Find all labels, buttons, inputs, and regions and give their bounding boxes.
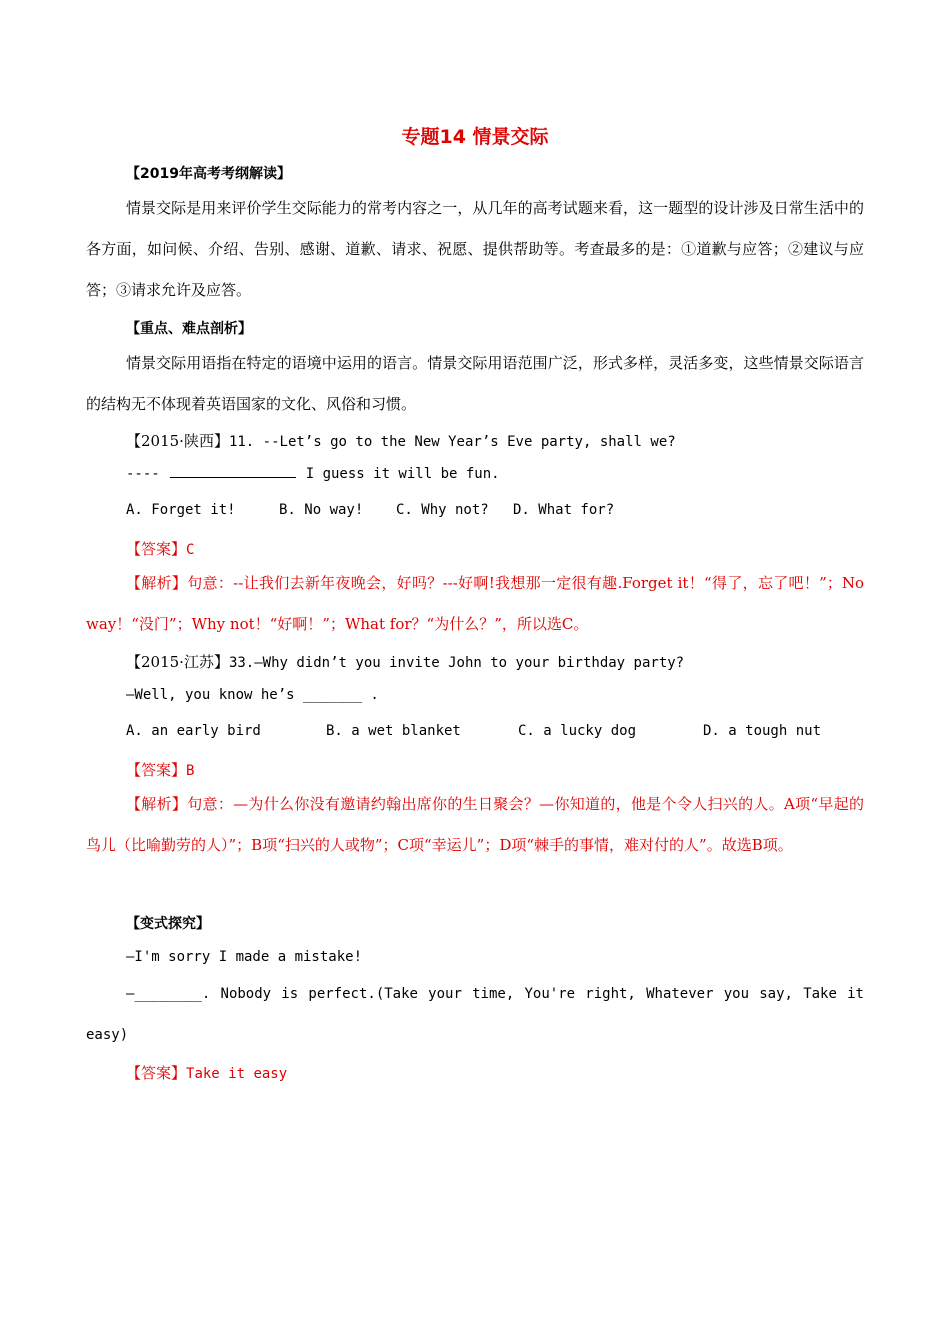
question-2-options — [126, 723, 821, 739]
analysis-label: 【解析】 — [126, 574, 188, 592]
answer-value: C — [186, 542, 195, 558]
variant-line-2: —________. Nobody is perfect.(Take your time, You're right, Whatever you say, Take it easy) — [86, 986, 864, 1043]
option-d: D. What for? — [513, 502, 615, 518]
analysis-label: 【解析】 — [126, 795, 188, 813]
answer-blank — [170, 476, 296, 478]
question-1-answer — [126, 538, 194, 559]
answer-label: 【答案】 — [126, 540, 187, 558]
question-1-options — [126, 502, 614, 518]
question-1-analysis — [86, 563, 864, 645]
question-1-text: 11. --Let’s go to the New Year’s Eve party, shall we? — [228, 434, 676, 450]
variant-answer — [126, 1062, 287, 1083]
option-c: C. Why not? — [396, 502, 489, 518]
section-heading-key-points: 【重点、难点剖析】 — [126, 321, 252, 337]
answer-label: 【答案】 — [126, 1064, 187, 1082]
question-2-analysis — [86, 784, 864, 866]
section-heading-syllabus: 【2019年高考考纲解读】 — [126, 166, 291, 182]
option-a: A. Forget it! — [126, 502, 236, 518]
question-1-source: 【2015·陕西】 — [126, 432, 229, 450]
question-1-response-text: I guess it will be fun. — [305, 466, 500, 482]
analysis-text: 句意：—为什么你没有邀请约翰出席你的生日聚会？—你知道的，他是个令人扫兴的人。A项“早起的鸟儿（比喻勤劳的人）”；B项“扫兴的人或物”；C项“幸运儿”；D项“棘手的事情，难对付的人”。故选B项。 — [86, 795, 864, 854]
question-1-prompt — [126, 430, 676, 451]
answer-value: B — [186, 763, 195, 779]
question-1-response — [126, 466, 500, 482]
variant-line-1: —I'm sorry I made a mistake! — [126, 949, 363, 965]
answer-value: Take it easy — [186, 1066, 288, 1082]
answer-label: 【答案】 — [126, 761, 187, 779]
analysis-text: 句意：--让我们去新年夜晚会，好吗？---好啊!我想那一定很有趣.Forget it！“得了，忘了吧！”；No way！“没门”；Why not！“好啊！”；What for？“为什么？”，所以选C。 — [86, 574, 864, 633]
question-2-text: 33.—Why didn’t you invite John to your birthday party? — [228, 655, 685, 671]
option-c: C. a lucky dog — [518, 723, 637, 739]
question-1-dash: ---- — [126, 466, 160, 482]
question-2-response: —Well, you know he’s _______ . — [126, 687, 379, 703]
option-d: D. a tough nut — [703, 723, 822, 739]
key-points-paragraph: 情景交际用语指在特定的语境中运用的语言。情景交际用语范围广泛，形式多样，灵活多变，这些情景交际语言的结构无不体现着英语国家的文化、风俗和习惯。 — [86, 354, 864, 413]
syllabus-paragraph: 情景交际是用来评价学生交际能力的常考内容之一，从几年的高考试题来看，这一题型的设计涉及日常生活中的各方面，如问候、介绍、告别、感谢、道歉、请求、祝愿、提供帮助等。考查最多的是：①道歉与应答；②建议与应答；③请求允许及应答。 — [86, 199, 864, 299]
section-heading-variant: 【变式探究】 — [126, 916, 210, 932]
page-title: 专题14 情景交际 — [401, 126, 549, 148]
question-2-source: 【2015·江苏】 — [126, 653, 229, 671]
option-a: A. an early bird — [126, 723, 261, 739]
question-2-answer — [126, 759, 194, 780]
option-b: B. a wet blanket — [326, 723, 461, 739]
option-b: B. No way! — [279, 502, 364, 518]
question-2-prompt — [126, 651, 684, 672]
